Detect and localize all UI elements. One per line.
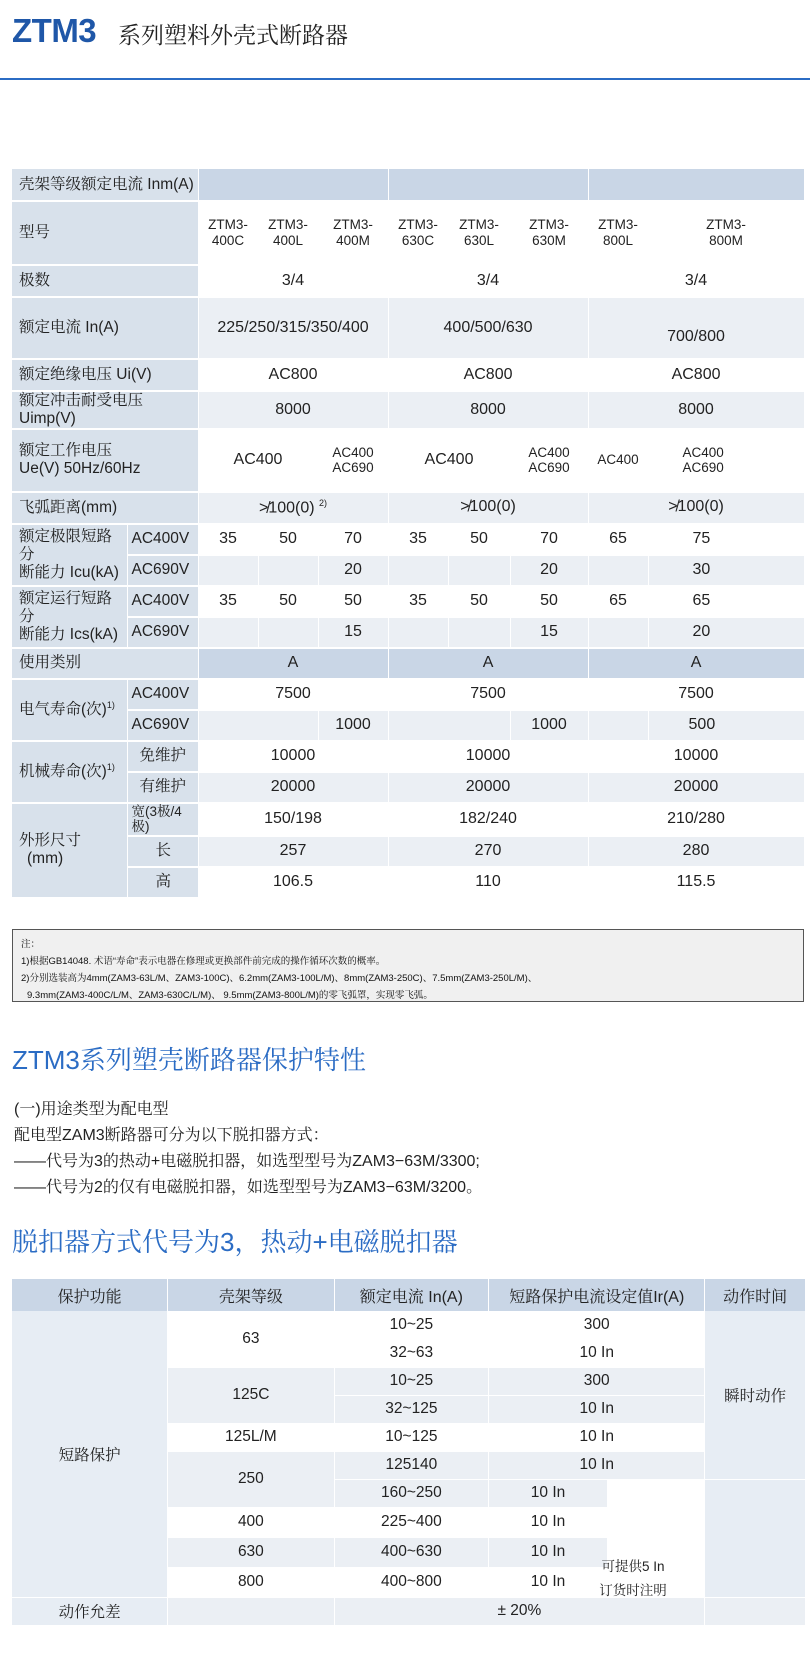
table-cell bbox=[388, 710, 510, 741]
table-cell: 20 bbox=[318, 555, 388, 586]
text: AC690 bbox=[528, 460, 570, 476]
text: 400L bbox=[272, 233, 304, 248]
elec-life-label bbox=[12, 679, 127, 741]
table-cell: 65 bbox=[588, 524, 648, 555]
text: 注： bbox=[21, 939, 41, 950]
text: 断能力 Ics(kA) bbox=[19, 625, 119, 643]
text: AC400 bbox=[528, 444, 570, 460]
model-cell bbox=[588, 201, 648, 265]
table-cell: A bbox=[198, 648, 388, 679]
table-cell bbox=[168, 1597, 334, 1625]
table-cell: 270 bbox=[388, 836, 588, 867]
table-cell: 800 bbox=[168, 1567, 334, 1597]
text: 1) bbox=[106, 700, 115, 711]
table-cell: AC690V bbox=[127, 710, 198, 741]
table-cell: 500 bbox=[648, 710, 804, 741]
table-cell: AC800 bbox=[198, 359, 388, 391]
table-cell: 10 In bbox=[489, 1451, 705, 1479]
table-cell: 30 bbox=[648, 555, 804, 586]
table-cell: 250 bbox=[168, 1451, 334, 1507]
table-cell: 50 bbox=[510, 586, 588, 617]
rated-current-label: 额定电流 In(A) bbox=[12, 297, 198, 359]
column-header: 动作时间 bbox=[705, 1279, 806, 1311]
table-cell: 1000 bbox=[318, 710, 388, 741]
table-cell: 免维护 bbox=[127, 741, 198, 772]
spec-table bbox=[12, 169, 805, 899]
table-cell: 10 In bbox=[489, 1567, 608, 1597]
table-cell: 300 bbox=[489, 1311, 705, 1339]
table-cell: 400~800 bbox=[334, 1567, 489, 1597]
table-cell bbox=[198, 169, 388, 201]
text: 机械寿命(次) bbox=[19, 763, 107, 781]
table-cell bbox=[588, 169, 804, 201]
mech-life-label bbox=[12, 741, 127, 803]
table-cell: A bbox=[388, 648, 588, 679]
text: AC400 bbox=[332, 444, 374, 460]
table-cell: AC400 bbox=[198, 429, 318, 492]
table-cell: 35 bbox=[198, 524, 258, 555]
table-cell: 257 bbox=[198, 836, 388, 867]
text: 额定工作电压 bbox=[19, 442, 113, 460]
table-cell: 10000 bbox=[198, 741, 388, 772]
column-header: 壳架等级 bbox=[168, 1279, 334, 1311]
table-cell: 32~63 bbox=[334, 1339, 489, 1367]
header-divider bbox=[0, 78, 810, 80]
table-cell: 125140 bbox=[334, 1451, 489, 1479]
text: ZTM3- bbox=[529, 217, 569, 233]
text: 可提供5 In bbox=[601, 1559, 665, 1574]
func-cell: 短路保护 bbox=[12, 1311, 168, 1597]
footnotes bbox=[12, 929, 804, 1002]
table-cell bbox=[510, 429, 588, 492]
table-cell: 有维护 bbox=[127, 772, 198, 803]
table-cell: 1000 bbox=[510, 710, 588, 741]
table-cell bbox=[198, 492, 388, 524]
table-cell: AC400 bbox=[588, 429, 648, 492]
table-cell: 32~125 bbox=[334, 1395, 489, 1423]
table-cell: 110 bbox=[388, 867, 588, 898]
text: ——代号为2的仅有电磁脱扣器，如选型型号为ZAM3−63M/3200。 bbox=[14, 1179, 483, 1196]
table-cell: AC690V bbox=[127, 617, 198, 648]
text: 630C bbox=[401, 233, 435, 248]
text: ZTM3- bbox=[398, 217, 438, 233]
table-cell: 3/4 bbox=[388, 265, 588, 297]
table-cell: 10 In bbox=[489, 1339, 705, 1367]
table-cell: ≯100(0) bbox=[388, 492, 588, 524]
column-header: 短路保护电流设定值Ir(A) bbox=[489, 1279, 705, 1311]
text: 2)分别选装高为4mm(ZAM3-63L/M、ZAM3-100C)、6.2mm(ZAM3-100L/M)、8mm(ZAM3-250C)、7.5mm(ZAM3-250L/M)、 bbox=[21, 973, 538, 984]
text: ZTM3- bbox=[208, 217, 248, 233]
table-cell: 280 bbox=[588, 836, 804, 867]
table-cell: 35 bbox=[388, 524, 448, 555]
table-cell: 50 bbox=[448, 524, 510, 555]
text: ZTM3- bbox=[268, 217, 308, 233]
table-cell bbox=[588, 555, 648, 586]
table-cell: AC400 bbox=[388, 429, 510, 492]
text: 额定极限短路分 bbox=[19, 527, 113, 563]
table-cell: 70 bbox=[510, 524, 588, 555]
table-cell: 50 bbox=[318, 586, 388, 617]
table-cell: 20000 bbox=[198, 772, 388, 803]
table-cell bbox=[588, 617, 648, 648]
table-cell: 10000 bbox=[388, 741, 588, 772]
table-cell: 3/4 bbox=[588, 265, 804, 297]
table-cell: AC400V bbox=[127, 524, 198, 555]
table-cell bbox=[388, 169, 588, 201]
table-cell bbox=[448, 617, 510, 648]
table-cell: 10 In bbox=[489, 1479, 608, 1507]
tolerance-label: 动作允差 bbox=[12, 1597, 168, 1625]
table-cell: 50 bbox=[448, 586, 510, 617]
section-title-protection: ZTM3系列塑壳断路器保护特性 bbox=[12, 1045, 366, 1075]
table-cell: 50 bbox=[258, 524, 318, 555]
text: 订货时注明 bbox=[599, 1583, 667, 1598]
table-cell: 70 bbox=[318, 524, 388, 555]
table-cell: 10 In bbox=[489, 1423, 705, 1451]
text: Ue(V) 50Hz/60Hz bbox=[19, 460, 141, 478]
table-cell: 8000 bbox=[388, 391, 588, 429]
table-cell: 400~630 bbox=[334, 1537, 489, 1567]
section-title-release: 脱扣器方式代号为3，热动+电磁脱扣器 bbox=[12, 1227, 458, 1257]
table-cell: 3/4 bbox=[198, 265, 388, 297]
text: 400M bbox=[336, 233, 370, 248]
ics-label bbox=[12, 586, 127, 648]
text: (mm) bbox=[27, 850, 64, 868]
dimension-label bbox=[12, 803, 127, 898]
table-cell: 8000 bbox=[198, 391, 388, 429]
table-cell: 10~25 bbox=[334, 1367, 489, 1395]
table-cell bbox=[258, 617, 318, 648]
text: ZTM3- bbox=[598, 217, 638, 233]
table-cell bbox=[705, 1597, 806, 1625]
table-cell: 400/500/630 bbox=[388, 297, 588, 359]
text: ——代号为3的热动+电磁脱扣器，如选型型号为ZAM3−63M/3300; bbox=[14, 1153, 480, 1170]
table-cell bbox=[198, 710, 318, 741]
protection-table bbox=[12, 1279, 806, 1626]
table-cell: 125L/M bbox=[168, 1423, 334, 1451]
table-cell: 15 bbox=[318, 617, 388, 648]
table-cell bbox=[388, 617, 448, 648]
table-cell: 宽(3极/4极) bbox=[127, 803, 198, 836]
table-cell: 125C bbox=[168, 1367, 334, 1423]
model-cell bbox=[198, 201, 258, 265]
table-cell: 182/240 bbox=[388, 803, 588, 836]
table-cell: 50 bbox=[258, 586, 318, 617]
model-cell bbox=[510, 201, 588, 265]
table-cell: 7500 bbox=[388, 679, 588, 710]
model-cell bbox=[388, 201, 448, 265]
table-cell bbox=[588, 710, 648, 741]
table-cell: 10~125 bbox=[334, 1423, 489, 1451]
text: ZTM3- bbox=[333, 217, 373, 233]
table-cell: 8000 bbox=[588, 391, 804, 429]
text: 额定运行短路分 bbox=[19, 589, 113, 625]
text: ZTM3- bbox=[459, 217, 499, 233]
table-cell: 63 bbox=[168, 1311, 334, 1367]
table-cell: 65 bbox=[588, 586, 648, 617]
category-label: 使用类别 bbox=[12, 648, 198, 679]
table-cell: 75 bbox=[648, 524, 804, 555]
table-cell: AC690V bbox=[127, 555, 198, 586]
text: 630M bbox=[532, 233, 566, 248]
text: 800M bbox=[709, 233, 743, 248]
table-cell: 10 In bbox=[489, 1507, 608, 1537]
text: 800L bbox=[603, 233, 634, 248]
text: 断能力 Icu(kA) bbox=[19, 563, 119, 581]
table-cell: 10~25 bbox=[334, 1311, 489, 1339]
working-voltage-label bbox=[12, 429, 198, 492]
table-cell: 225/250/315/350/400 bbox=[198, 297, 388, 359]
text: 电气寿命(次) bbox=[19, 701, 107, 719]
table-cell: 65 bbox=[648, 586, 804, 617]
table-cell: 7500 bbox=[198, 679, 388, 710]
table-cell: 20 bbox=[510, 555, 588, 586]
table-cell: A bbox=[588, 648, 804, 679]
text: 9.3mm(ZAM3-400C/L/M、ZAM3-630C/L/M)、 9.5mm(ZAM3-800L/M)的零飞弧罩，实现零飞弧。 bbox=[27, 990, 433, 1001]
text: 400C bbox=[211, 233, 245, 248]
table-cell: 225~400 bbox=[334, 1507, 489, 1537]
table-cell: 150/198 bbox=[198, 803, 388, 836]
text: 配电型ZAM3断路器可分为以下脱扣器方式： bbox=[14, 1127, 329, 1144]
text: ZTM3- bbox=[706, 217, 746, 233]
time-cell: 瞬时动作 bbox=[705, 1311, 806, 1479]
table-cell bbox=[198, 617, 258, 648]
table-cell bbox=[448, 555, 510, 586]
table-cell: 20000 bbox=[388, 772, 588, 803]
table-cell: 20 bbox=[648, 617, 804, 648]
poles-label: 极数 bbox=[12, 265, 198, 297]
model-cell bbox=[258, 201, 318, 265]
column-header: 额定电流 In(A) bbox=[334, 1279, 489, 1311]
column-header: 保护功能 bbox=[12, 1279, 168, 1311]
table-cell: 630 bbox=[168, 1537, 334, 1567]
page-title: 系列塑料外壳式断路器 bbox=[118, 22, 348, 48]
text: AC400 bbox=[682, 444, 724, 460]
arc-label: 飞弧距离(mm) bbox=[12, 492, 198, 524]
text: 外形尺寸 bbox=[19, 832, 82, 850]
text: AC690 bbox=[682, 460, 724, 476]
table-cell: ≯100(0) bbox=[588, 492, 804, 524]
insulation-label: 额定绝缘电压 Ui(V) bbox=[12, 359, 198, 391]
table-cell bbox=[198, 555, 258, 586]
table-cell: 115.5 bbox=[588, 867, 804, 898]
table-cell: AC400V bbox=[127, 586, 198, 617]
table-cell: AC800 bbox=[588, 359, 804, 391]
section-paragraph bbox=[14, 1097, 482, 1201]
model-cell bbox=[448, 201, 510, 265]
text: 2) bbox=[319, 497, 328, 508]
table-cell bbox=[258, 555, 318, 586]
table-cell: 10 In bbox=[489, 1537, 608, 1567]
table-cell: 10 In bbox=[489, 1395, 705, 1423]
text: (一)用途类型为配电型 bbox=[14, 1101, 169, 1118]
icu-label bbox=[12, 524, 127, 586]
text: ≯100(0) bbox=[258, 499, 315, 517]
table-cell: AC800 bbox=[388, 359, 588, 391]
table-cell: 210/280 bbox=[588, 803, 804, 836]
table-cell: 35 bbox=[388, 586, 448, 617]
brand-logo: ZTM3 bbox=[12, 12, 97, 49]
model-label: 型号 bbox=[12, 201, 198, 265]
table-cell: 106.5 bbox=[198, 867, 388, 898]
model-cell bbox=[318, 201, 388, 265]
table-cell bbox=[705, 1479, 806, 1597]
frame-label: 壳架等级额定电流 Inm(A) bbox=[12, 169, 198, 201]
table-cell bbox=[318, 429, 388, 492]
impulse-label: 额定冲击耐受电压Uimp(V) bbox=[12, 391, 198, 429]
table-cell: 7500 bbox=[588, 679, 804, 710]
order-note bbox=[592, 1555, 674, 1603]
text: 1)根据GB14048. 术语“寿命”表示电器在修理或更换部件前完成的操作循环次数的概率。 bbox=[21, 956, 386, 967]
table-cell: 长 bbox=[127, 836, 198, 867]
table-cell: 20000 bbox=[588, 772, 804, 803]
table-cell: AC400V bbox=[127, 679, 198, 710]
text: AC690 bbox=[332, 460, 374, 476]
table-cell: 400 bbox=[168, 1507, 334, 1537]
model-cell bbox=[648, 201, 804, 265]
table-cell bbox=[388, 555, 448, 586]
text: 1) bbox=[106, 762, 115, 773]
table-cell: 35 bbox=[198, 586, 258, 617]
text: 630L bbox=[463, 233, 495, 248]
table-cell: 300 bbox=[489, 1367, 705, 1395]
table-cell: 高 bbox=[127, 867, 198, 898]
table-cell: 10000 bbox=[588, 741, 804, 772]
table-cell: 15 bbox=[510, 617, 588, 648]
table-cell bbox=[648, 429, 804, 492]
tolerance-value: ± 20% bbox=[334, 1597, 705, 1625]
table-cell: 160~250 bbox=[334, 1479, 489, 1507]
table-cell: 700/800 bbox=[588, 297, 804, 359]
